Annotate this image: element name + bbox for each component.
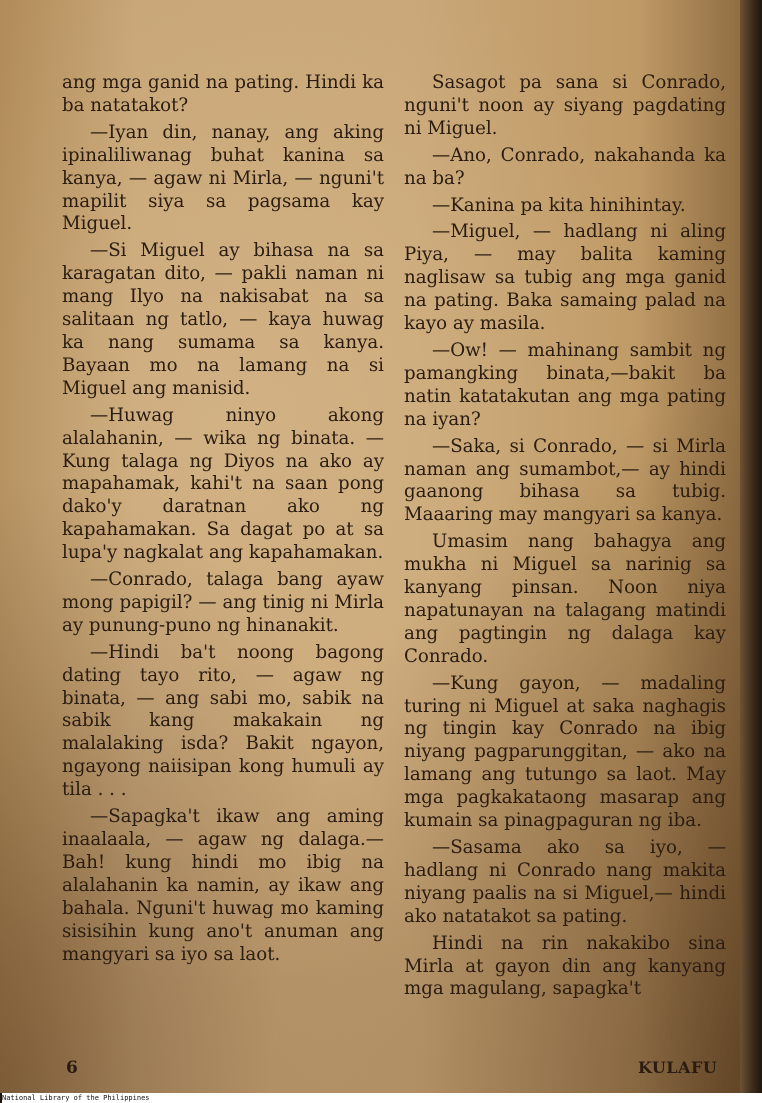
paragraph: —Ow! — mahinang sambit ng pamangking binata,—bakit ba natin katatakutan ang mga pating na iyan? (404, 339, 726, 430)
right-text-column (404, 72, 726, 1005)
paragraph: —Huwag ninyo akong alalahanin, — wika ng binata. — Kung talaga ng Diyos na ako ay mapahamak, kahi't na saan pong dako'y daratnan ako ng kapahamakan. Sa dagat po at sa lupa'y nagkalat ang kapahamakan. (62, 404, 384, 564)
paragraph: —Miguel, — hadlang ni aling Piya, — may balita kaming naglisaw sa tubig ang mga ganid na pating. Baka samaing palad na kayo ay masila. (404, 221, 726, 335)
page-number: 6 (66, 1058, 78, 1078)
paragraph: ang mga ganid na pating. Hindi ka ba natatakot? (62, 72, 384, 116)
left-text-column (62, 72, 384, 970)
paragraph: —Kung gayon, — madaling turing ni Miguel at saka naghagis ng tingin kay Conrado na ibig niyang pagparunggitan, — ako na lamang ang tutungo sa laot. May mga pagkakataong masarap ang kumain sa pinagpaguran ng iba. (404, 672, 726, 832)
paragraph: —Sapagka't ikaw ang aming inaalaala, — agaw ng dalaga.—Bah! kung hindi mo ibig na alalahanin ka namin, ay ikaw ang bahala. Nguni't huwag mo kaming sisisihin kung ano't anuman ang mangyari sa iyo sa laot. (62, 806, 384, 965)
paragraph: —Iyan din, nanay, ang aking ipinaliliwanag buhat kanina sa kanya, — agaw ni Mirla, — nguni't mapilit siya sa pagsama kay Miguel. (62, 121, 384, 235)
credit-line: National Library of the Philippines (2, 1093, 762, 1103)
magazine-name: KULAFU (638, 1058, 718, 1077)
paragraph: Hindi na rin nakakibo sina Mirla at gayon din ang kanyang mga magulang, sapagka't (404, 932, 726, 1000)
paragraph: —Ano, Conrado, nakahanda ka na ba? (404, 144, 726, 189)
paragraph: —Si Miguel ay bihasa na sa karagatan dito, — pakli naman ni mang Ilyo na nakisabat na sa salitaan ng tatlo, — kaya huwag ka nang sumama sa kanya. Bayaan mo na lamang na si Miguel ang manisid. (62, 240, 384, 399)
paragraph: —Sasama ako sa iyo, — hadlang ni Conrado nang makita niyang paalis na si Miguel,— hindi ako natatakot sa pating. (404, 837, 726, 927)
paragraph: —Conrado, talaga bang ayaw mong papigil? — ang tinig ni Mirla ay punung-puno ng hinanakit. (62, 569, 384, 636)
paragraph: Umasim nang bahagya ang mukha ni Miguel sa narinig sa kanyang pinsan. Noon niya napatunayan na talagang matindi ang pagtingin ng dalaga kay Conrado. (404, 531, 726, 667)
paragraph: —Kanina pa kita hinihintay. (432, 194, 686, 216)
page-edge-shadow (740, 0, 762, 1093)
paragraph: —Saka, si Conrado, — si Mirla naman ang sumambot,— ay hindi gaanong bihasa sa tubig. Maaaring may mangyari sa kanya. (404, 435, 726, 526)
paragraph: Sasagot pa sana si Conrado, nguni't noon ay siyang pagdating ni Miguel. (404, 72, 726, 139)
paragraph: —Hindi ba't noong bagong dating tayo rito, — agaw ng binata, — ang sabi mo, sabik na sabik kang makakain ng malalaking isda? Bakit ngayon, ngayong naiisipan kong humuli ay tila . . . (62, 641, 384, 801)
